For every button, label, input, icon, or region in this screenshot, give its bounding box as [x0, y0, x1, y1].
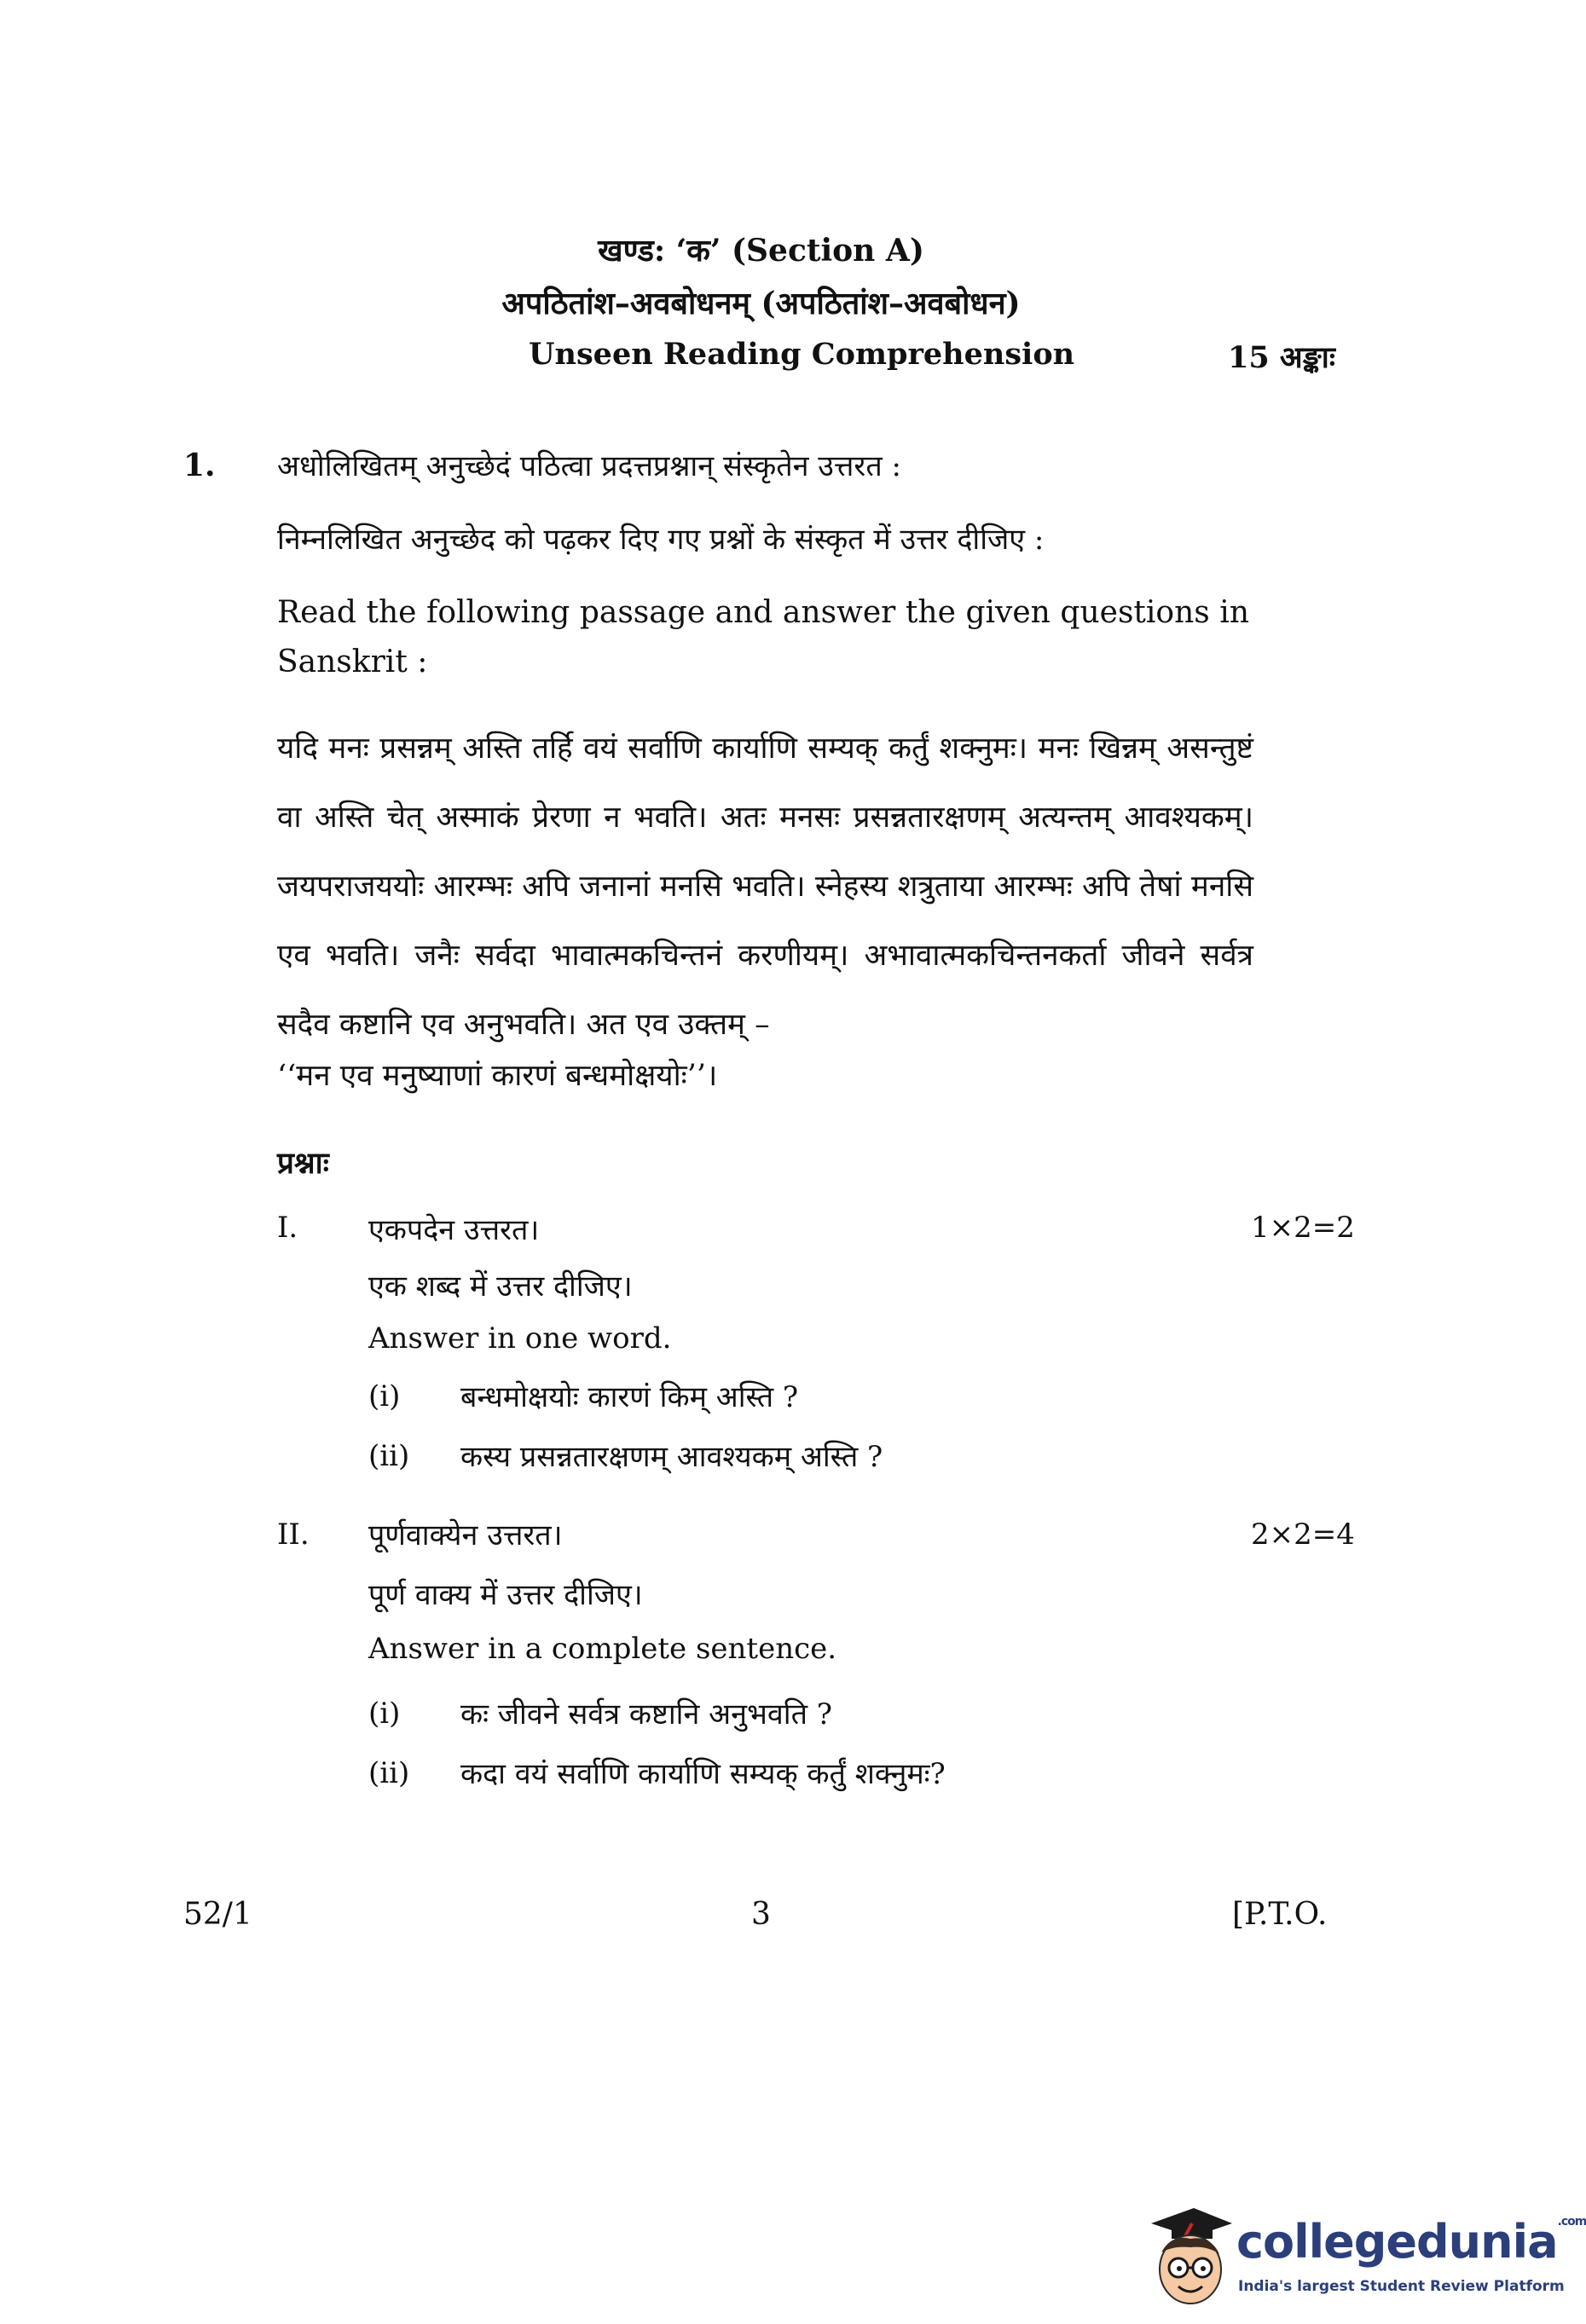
- instruction-sanskrit: अधोलिखितम् अनुच्छेदं पठित्वा प्रदत्तप्रश्नान् संस्कृतेन उत्तरत :: [277, 449, 901, 483]
- sub-question-number: (ii): [368, 1439, 410, 1473]
- section-marks: 15 अङ्काः: [1228, 340, 1335, 375]
- passage-text: यदि मनः प्रसन्नम् अस्ति तर्हि वयं सर्वाणि कार्याणि सम्यक् कर्तुं शक्नुमः। मनः खिन्नम् असन्तुष्टं वा अस्ति चेत् अस्माकं प्रेरणा न भवति। अतः मनसः प्रसन्नतारक्षणम् अत्यन्तम् आवश्यकम्। जयपराजययोः आरम्भः अपि जनानां मनसि भवति। स्नेहस्य शत्रुताया आरम्भः अपि तेषां मनसि एव भवति। जनैः सर्वदा भावात्मकचिन्तनं करणीयम्। अभावात्मकचिन्तनकर्ता जीवने सर्वत्र सदैव कष्टानि एव अनुभवति। अत एव उक्तम् –: [277, 731, 1253, 1042]
- section-subtitle: अपठितांश–अवबोधनम् (अपठितांश–अवबोधन): [501, 286, 1021, 321]
- sub-question-text: कः जीवने सर्वत्र कष्टानि अनुभवति ?: [460, 1697, 832, 1731]
- part-marks: 1×2=2: [1251, 1211, 1355, 1245]
- part-instruction-hindi: पूर्ण वाक्य में उत्तर दीजिए।: [368, 1578, 643, 1612]
- part-instruction-english: Answer in one word.: [368, 1321, 672, 1356]
- part-instruction-hindi: एक शब्द में उत्तर दीजिए।: [368, 1269, 633, 1304]
- part-instruction-sanskrit: पूर्णवाक्येन उत्तरत।: [368, 1518, 563, 1552]
- section-title: खण्ड: ‘क’ (Section A): [598, 233, 924, 269]
- collegedunia-logo: [1134, 2200, 1586, 2319]
- sub-question-number: (i): [368, 1697, 401, 1731]
- logo-tagline: India's largest Student Review Platform: [1238, 2278, 1565, 2295]
- section-heading: Unseen Reading Comprehension: [529, 337, 1075, 372]
- part-marks: 2×2=4: [1251, 1518, 1355, 1552]
- sub-question-text: कस्य प्रसन्नतारक्षणम् आवश्यकम् अस्ति ?: [460, 1440, 883, 1474]
- part-numeral: II.: [277, 1518, 310, 1552]
- student-mascot-icon: [1134, 2200, 1236, 2319]
- passage-quote: ‘‘मन एव मनुष्याणां कारणं बन्धमोक्षयोः’’।: [277, 1059, 718, 1093]
- part-numeral: I.: [277, 1211, 298, 1245]
- paper-code: 52/1: [183, 1897, 252, 1932]
- part-instruction-sanskrit: एकपदेन उत्तरत।: [368, 1213, 540, 1247]
- sub-question-text: कदा वयं सर्वाणि कार्याणि सम्यक् कर्तुं शक्नुमः?: [460, 1757, 946, 1791]
- instruction-hindi: निम्नलिखित अनुच्छेद को पढ़कर दिए गए प्रश्नों के संस्कृत में उत्तर दीजिए :: [277, 523, 1045, 557]
- sub-question-number: (i): [368, 1379, 401, 1413]
- logo-wordmark: collegedunia$^{.com}$: [1236, 2215, 1586, 2269]
- questions-label: प्रश्नाः: [277, 1146, 329, 1181]
- instruction-english: Read the following passage and answer the given questions in Sanskrit :: [277, 595, 1249, 679]
- page-number: 3: [751, 1897, 771, 1932]
- please-turn-over: [P.T.O.: [1232, 1897, 1328, 1932]
- sub-question-text: बन्धमोक्षयोः कारणं किम् अस्ति ?: [460, 1380, 799, 1414]
- part-instruction-english: Answer in a complete sentence.: [368, 1632, 837, 1666]
- sub-question-number: (ii): [368, 1756, 410, 1790]
- question-number: 1.: [183, 448, 216, 483]
